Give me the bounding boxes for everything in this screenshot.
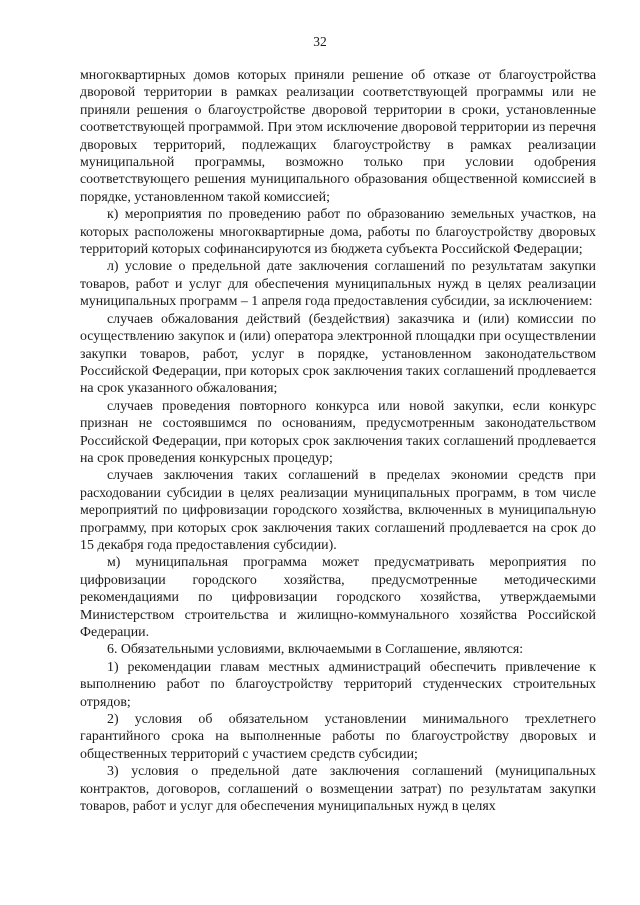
paragraph-exception-savings: случаев заключения таких соглашений в пределах экономии средств при расходовании субсидии в целях реализации муниципальных программ, в том числе мероприятий по цифровизации городского хозяйства, включенных в муниципальную программу, при которых срок заключения таких соглашений продлевается на срок до 15 декабря года предоставления субсидии).: [80, 468, 596, 553]
document-body: [80, 67, 596, 815]
paragraph-exception-appeal: случаев обжалования действий (бездействия) заказчика и (или) комиссии по осуществлению закупок и (или) оператора электронной площадки при осуществлении закупки товаров, работ, услуг в порядке, установленном законодательством Российской Федерации, при которых срок заключения таких соглашений продлевается на срок указанного обжалования;: [80, 311, 596, 397]
paragraph-section-6: 6. Обязательными условиями, включаемыми в Соглашение, являются:: [107, 642, 524, 658]
paragraph-item-k: к) мероприятия по проведению работ по образованию земельных участков, на которых расположены многоквартирные дома, работы по благоустройству дворовых территорий которых софинансируются из бюджета субъекта Российской Федерации;: [80, 207, 596, 258]
paragraph-continuation: многоквартирных домов которых приняли решение об отказе от благоустройства дворовой территории в рамках реализации соответствующей программы или не приняли решения о благоустройстве дворовой территории в сроки, установленные соответствующей программой. При этом исключение дворовой территории из перечня дворовых территорий, подлежащих благоустройству в рамках реализации муниципальной программы, возможно только при условии одобрения соответствующего решения муниципального образования общественной комиссией в порядке, установленном такой комиссией;: [80, 68, 596, 205]
page-number: 32: [313, 34, 327, 49]
paragraph-condition-2: 2) условия об обязательном установлении минимального трехлетнего гарантийного срока на выполненные работы по благоустройству дворовых и общественных территорий с участием средств субсидии;: [80, 712, 596, 762]
paragraph-exception-retender: случаев проведения повторного конкурса или новой закупки, если конкурс признан не состоявшимся по основаниям, предусмотренным законодательством Российской Федерации, при которых срок заключения таких соглашений продлевается на срок проведения конкурсных процедур;: [80, 398, 596, 466]
paragraph-condition-3: 3) условия о предельной дате заключения соглашений (муниципальных контрактов, договоров, соглашений о возмещении затрат) по результатам закупки товаров, работ и услуг для обеспечения муниципальных нужд в целях: [80, 764, 596, 815]
paragraph-item-m: м) муниципальная программа может предусматривать мероприятия по цифровизации городского хозяйства, предусмотренные методическими рекомендациями по цифровизации городского хозяйства, утверждаемыми Министерством строительства и жилищно-коммунального хозяйства Российской Федерации.: [80, 555, 596, 640]
paragraph-condition-1: 1) рекомендации главам местных администраций обеспечить привлечение к выполнению работ по благоустройству территорий студенческих строительных отрядов;: [80, 659, 596, 710]
paragraph-item-l: л) условие о предельной дате заключения соглашений по результатам закупки товаров, работ и услуг для обеспечения муниципальных нужд в целях реализации муниципальных программ – 1 апреля года предоставления субсидии, за исключением:: [80, 259, 596, 310]
